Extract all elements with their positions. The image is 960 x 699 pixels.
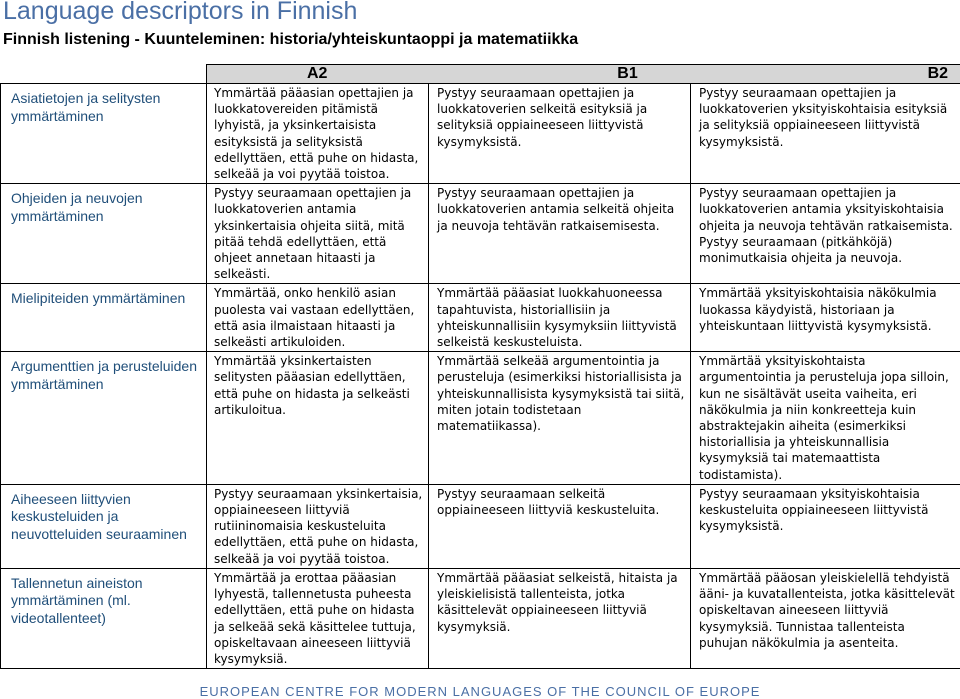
row-heading: Argumenttien ja perusteluiden ymmärtäminen — [1, 352, 207, 485]
table-row — [1, 352, 960, 485]
b1-descriptor: Pystyy seuraamaan opettajien ja luokkatoverien selkeitä esityksiä ja selityksiä oppiaineeseen liittyvistä kysymyksistä. — [429, 84, 691, 184]
footer-organisation: EUROPEAN CENTRE FOR MODERN LANGUAGES OF THE COUNCIL OF EUROPE — [199, 684, 761, 699]
levels-header — [207, 65, 960, 84]
a2-descriptor: Ymmärtää pääasian opettajien ja luokkatovereiden pitämistä lyhyistä, ja yksinkertaisista esityksistä ja selityksistä edellyttäen, että puhe on hidasta, selkeää ja voi pyytää toistoa. — [207, 84, 429, 184]
table-row — [1, 568, 960, 668]
row-heading: Asiatietojen ja selitysten ymmärtäminen — [1, 84, 207, 184]
row-heading: Aiheeseen liittyvien keskusteluiden ja neuvotteluiden seuraaminen — [1, 484, 207, 568]
a2-descriptor: Ymmärtää ja erottaa pääasian lyhyestä, tallennetusta puheesta edellyttäen, että puhe on hidasta ja selkeää sekä käsittelee tuttuja, opiskeltavaan aineeseen liittyviä kysymyksiä. — [207, 568, 429, 668]
level-a2-label: A2 — [307, 65, 328, 82]
table-row — [1, 284, 960, 352]
a2-descriptor: Pystyy seuraamaan opettajien ja luokkatoverien antamia yksinkertaisia ohjeita siitä, mitä pitää tehdä edellyttäen, että ohjeet annetaan hitaasti ja selkeästi. — [207, 184, 429, 284]
b2-descriptor: Ymmärtää yksityiskohtaista argumentointia ja perusteluja jopa silloin, kun ne sisältävät useita vaiheita, eri näkökulmia ja niin konkreetteja kuin abstraktejakin aiheita (esimerkiksi historiallisia ja yhteiskunnallisia kysymyksiä tai matemaattista todistamista). — [691, 352, 960, 485]
b2-descriptor: Pystyy seuraamaan yksityiskohtaisia keskusteluita oppiaineeseen liittyvistä kysymyksistä. — [691, 484, 960, 568]
b2-descriptor: Ymmärtää yksityiskohtaisia näkökulmia luokassa käydyistä, historiaan ja yhteiskuntaan liittyvistä kysymyksistä. — [691, 284, 960, 352]
table-row — [1, 84, 960, 184]
b2-descriptor: Pystyy seuraamaan opettajien ja luokkatoverien yksityiskohtaisia esityksiä ja selityksiä oppiaineeseen liittyvistä kysymyksistä. — [691, 84, 960, 184]
row-heading: Ohjeiden ja neuvojen ymmärtäminen — [1, 184, 207, 284]
page-title: Language descriptors in Finnish — [3, 0, 358, 25]
b1-descriptor: Ymmärtää pääasiat luokkahuoneessa tapahtuvista, historiallisiin ja yhteiskunnallisiin kysymyksiin liittyvistä selkeistä keskusteluista. — [429, 284, 691, 352]
table-row — [1, 184, 960, 284]
a2-descriptor: Ymmärtää yksinkertaisten selitysten pääasian edellyttäen, että puhe on hidasta ja selkeästi artikuloitua. — [207, 352, 429, 485]
row-heading: Tallennetun aineiston ymmärtäminen (ml. videotallenteet) — [1, 568, 207, 668]
a2-descriptor: Pystyy seuraamaan yksinkertaisia, oppiaineeseen liittyviä rutiininomaisia keskusteluita edellyttäen, että puhe on hidasta, selkeää ja voi pyytää toistoa. — [207, 484, 429, 568]
b2-descriptor: Pystyy seuraamaan opettajien ja luokkatoverien antamia yksityiskohtaisia ohjeita ja neuvoja tehtävän ratkaisemista. Pystyy seuraamaan (pitkähköjä) monimutkaisia ohjeita ja neuvoja. — [691, 184, 960, 284]
b1-descriptor: Ymmärtää selkeää argumentointia ja perusteluja (esimerkiksi historiallisista ja yhteiskunnallisista kysymyksistä tai siitä, miten jotain todistetaan matematiikassa). — [429, 352, 691, 485]
level-b1-label: B1 — [617, 65, 638, 82]
b1-descriptor: Ymmärtää pääasiat selkeistä, hitaista ja yleiskielisistä tallenteista, jotka käsittelevät oppiaineeseen liittyviä kysymyksiä. — [429, 568, 691, 668]
page-subtitle: Finnish listening - Kuunteleminen: historia/yhteiskuntaoppi ja matematiikka — [3, 31, 579, 48]
descriptor-table — [0, 64, 960, 669]
corner-cell — [1, 65, 207, 84]
a2-descriptor: Ymmärtää, onko henkilö asian puolesta vai vastaan edellyttäen, että asia ilmaistaan hitaasti ja selkeästi artikuloiden. — [207, 284, 429, 352]
b2-descriptor: Ymmärtää pääosan yleiskielellä tehdyistä ääni- ja kuvatallenteista, jotka käsittelevät opiskeltavan aineeseen liittyviä kysymyksiä. Tunnistaa tallenteista puhujan näkökulmia ja asenteita. — [691, 568, 960, 668]
b1-descriptor: Pystyy seuraamaan selkeitä oppiaineeseen liittyviä keskusteluita. — [429, 484, 691, 568]
row-heading: Mielipiteiden ymmärtäminen — [1, 284, 207, 352]
table-row — [1, 484, 960, 568]
level-header-row — [1, 65, 960, 84]
b1-descriptor: Pystyy seuraamaan opettajien ja luokkatoverien antamia selkeitä ohjeita ja neuvoja tehtävän ratkaisemisesta. — [429, 184, 691, 284]
level-b2-label: B2 — [927, 65, 949, 82]
